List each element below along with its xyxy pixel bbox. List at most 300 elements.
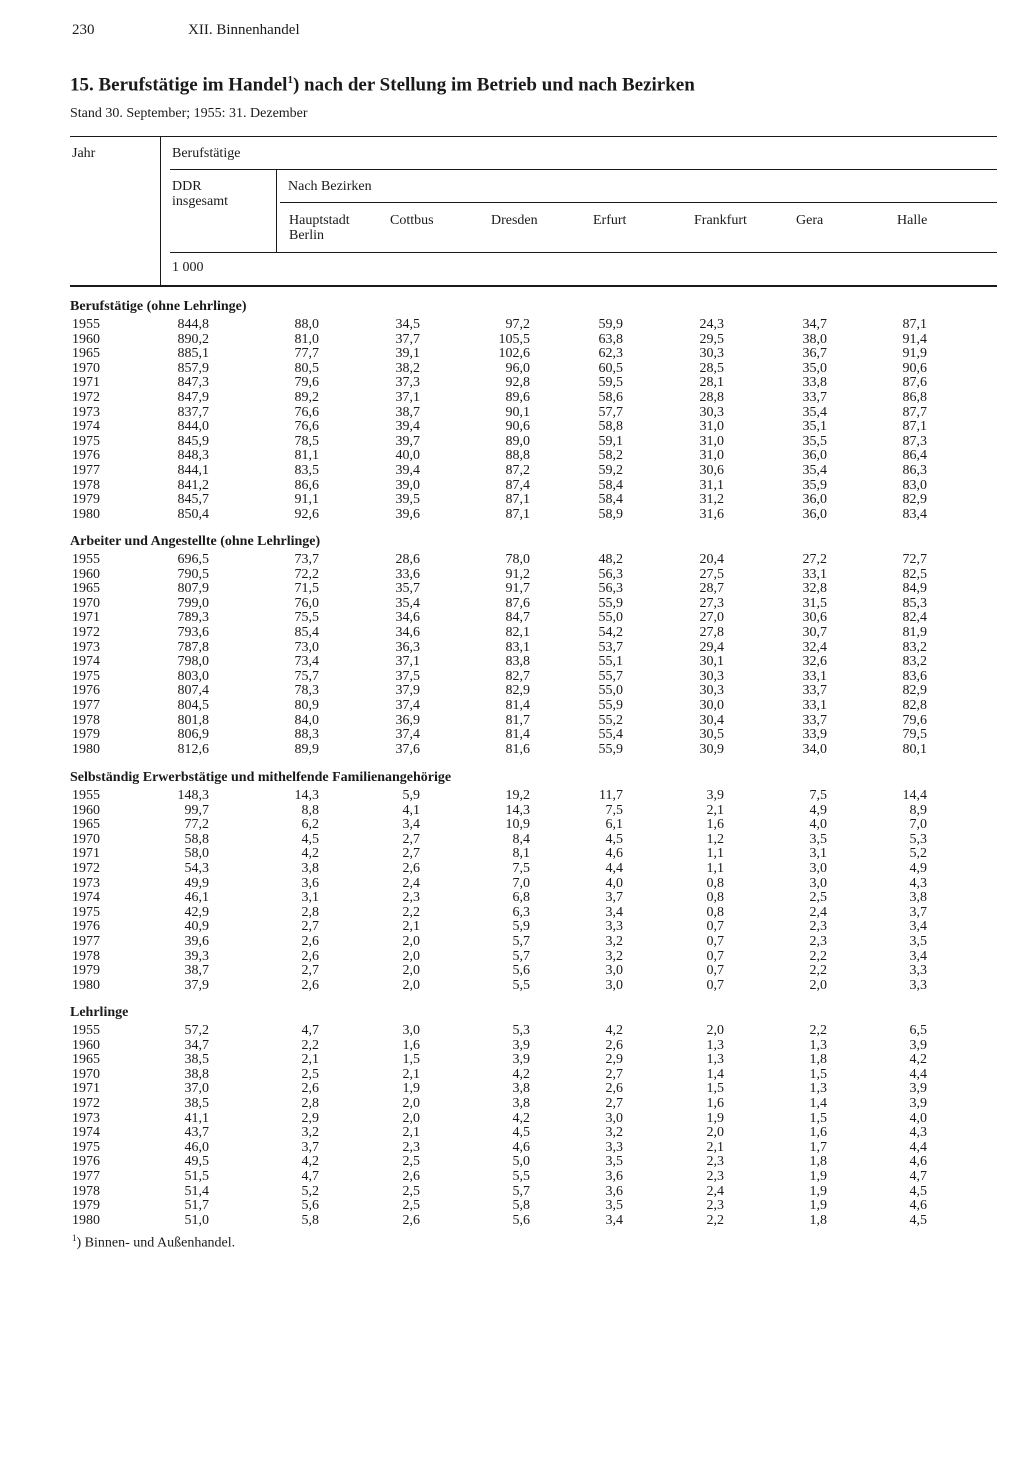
value-cell: 31,0 [699, 419, 724, 435]
table-row [0, 362, 1024, 377]
value-cell: 28,7 [699, 581, 724, 597]
value-cell: 32,6 [802, 654, 827, 670]
value-cell: 36,0 [802, 506, 827, 522]
col-header-halle: Halle [897, 213, 928, 228]
value-cell: 37,6 [395, 741, 420, 757]
value-cell: 1,4 [706, 1066, 724, 1082]
table-row [0, 979, 1024, 994]
value-cell: 4,4 [605, 861, 623, 876]
value-cell: 5,5 [512, 977, 530, 993]
value-cell: 3,5 [809, 831, 827, 847]
value-cell: 55,7 [598, 668, 623, 684]
value-cell: 4,2 [512, 1110, 530, 1126]
table-row [0, 1141, 1024, 1156]
year-cell: 1955 [72, 1023, 100, 1038]
value-cell: 787,8 [177, 639, 209, 655]
value-cell: 2,0 [402, 1110, 420, 1126]
value-cell: 57,2 [184, 1023, 209, 1038]
value-cell: 1,6 [402, 1037, 420, 1053]
value-cell: 54,3 [184, 861, 209, 876]
value-cell: 6,1 [605, 817, 623, 833]
value-cell: 2,0 [706, 1125, 724, 1141]
year-cell: 1971 [72, 375, 100, 391]
value-cell: 92,6 [294, 506, 319, 522]
chapter-title: XII. Binnenhandel [188, 22, 300, 38]
value-cell: 799,0 [177, 595, 209, 611]
value-cell: 3,1 [301, 890, 319, 906]
value-cell: 5,7 [512, 934, 530, 949]
value-cell: 34,6 [395, 625, 420, 640]
value-cell: 4,9 [909, 861, 927, 876]
value-cell: 2,3 [402, 890, 420, 906]
value-cell: 37,7 [395, 331, 420, 347]
value-cell: 2,0 [706, 1023, 724, 1038]
value-cell: 40,9 [184, 919, 209, 935]
value-cell: 89,0 [505, 433, 530, 449]
value-cell: 807,9 [177, 581, 209, 597]
year-cell: 1972 [72, 861, 100, 876]
value-cell: 80,1 [902, 741, 927, 757]
value-cell: 3,7 [605, 890, 623, 906]
value-cell: 78,5 [294, 433, 319, 449]
value-cell: 847,9 [177, 390, 209, 405]
col-header-jahr: Jahr [72, 146, 96, 161]
value-cell: 43,7 [184, 1125, 209, 1141]
value-cell: 85,4 [294, 625, 319, 640]
value-cell: 49,5 [184, 1154, 209, 1170]
year-cell: 1970 [72, 595, 100, 611]
year-cell: 1955 [72, 788, 100, 803]
value-cell: 81,9 [902, 625, 927, 640]
value-cell: 30,3 [699, 683, 724, 699]
value-cell: 845,9 [177, 433, 209, 449]
value-cell: 59,2 [598, 463, 623, 478]
value-cell: 39,4 [395, 463, 420, 478]
year-cell: 1975 [72, 1139, 100, 1155]
value-cell: 76,6 [294, 404, 319, 420]
value-cell: 33,1 [802, 698, 827, 713]
value-cell: 36,7 [802, 346, 827, 362]
value-cell: 2,5 [402, 1183, 420, 1199]
table-number: 15. [70, 74, 94, 96]
value-cell: 33,8 [802, 375, 827, 391]
value-cell: 96,0 [505, 360, 530, 376]
value-cell: 1,5 [809, 1110, 827, 1126]
value-cell: 2,1 [301, 1052, 319, 1068]
value-cell: 55,9 [598, 698, 623, 713]
value-cell: 46,0 [184, 1139, 209, 1155]
value-cell: 59,1 [598, 433, 623, 449]
value-cell: 27,5 [699, 566, 724, 582]
value-cell: 3,4 [605, 1212, 623, 1228]
value-cell: 37,1 [395, 390, 420, 405]
value-cell: 793,6 [177, 625, 209, 640]
value-cell: 2,3 [706, 1169, 724, 1184]
section-title: Lehrlinge [70, 1005, 129, 1020]
value-cell: 3,2 [605, 948, 623, 964]
table-title-text: Berufstätige im Handel [98, 74, 288, 96]
value-cell: 4,1 [402, 802, 420, 818]
value-cell: 850,4 [177, 506, 209, 522]
table-row [0, 743, 1024, 758]
value-cell: 34,5 [395, 317, 420, 332]
value-cell: 1,1 [706, 846, 724, 862]
value-cell: 2,0 [402, 948, 420, 964]
value-cell: 6,8 [512, 890, 530, 906]
value-cell: 33,9 [802, 727, 827, 743]
value-cell: 33,1 [802, 566, 827, 582]
table-row [0, 847, 1024, 862]
value-cell: 1,6 [706, 1096, 724, 1111]
value-cell: 3,9 [512, 1037, 530, 1053]
value-cell: 87,3 [902, 433, 927, 449]
value-cell: 91,2 [505, 566, 530, 582]
col-header-frankfurt: Frankfurt [694, 213, 747, 228]
table-row [0, 833, 1024, 848]
value-cell: 46,1 [184, 890, 209, 906]
value-cell: 3,9 [512, 1052, 530, 1068]
value-cell: 77,2 [184, 817, 209, 833]
value-cell: 1,9 [809, 1183, 827, 1199]
value-cell: 39,3 [184, 948, 209, 964]
value-cell: 4,2 [301, 846, 319, 862]
table-row [0, 479, 1024, 494]
value-cell: 34,7 [184, 1037, 209, 1053]
year-cell: 1972 [72, 390, 100, 405]
value-cell: 2,1 [402, 1125, 420, 1141]
table-row [0, 1068, 1024, 1083]
table-row [0, 1097, 1024, 1112]
value-cell: 32,4 [802, 639, 827, 655]
table-row [0, 818, 1024, 833]
value-cell: 33,7 [802, 712, 827, 728]
value-cell: 83,2 [902, 654, 927, 670]
value-cell: 3,6 [301, 875, 319, 891]
year-cell: 1972 [72, 1096, 100, 1111]
value-cell: 30,6 [699, 463, 724, 478]
value-cell: 36,0 [802, 448, 827, 464]
value-cell: 33,6 [395, 566, 420, 582]
value-cell: 79,6 [294, 375, 319, 391]
table-row [0, 449, 1024, 464]
value-cell: 28,8 [699, 390, 724, 405]
value-cell: 38,5 [184, 1052, 209, 1068]
year-cell: 1974 [72, 890, 100, 906]
value-cell: 4,6 [605, 846, 623, 862]
value-cell: 83,4 [902, 506, 927, 522]
value-cell: 4,7 [301, 1023, 319, 1038]
value-cell: 39,7 [395, 433, 420, 449]
value-cell: 5,6 [301, 1198, 319, 1214]
col-header-ddr [172, 179, 228, 209]
value-cell: 38,5 [184, 1096, 209, 1111]
table-row [0, 1112, 1024, 1127]
value-cell: 1,3 [809, 1037, 827, 1053]
value-cell: 4,4 [909, 1066, 927, 1082]
value-cell: 92,8 [505, 375, 530, 391]
value-cell: 1,7 [809, 1139, 827, 1155]
year-cell: 1977 [72, 698, 100, 713]
value-cell: 86,4 [902, 448, 927, 464]
year-cell: 1978 [72, 948, 100, 964]
value-cell: 88,3 [294, 727, 319, 743]
value-cell: 5,3 [909, 831, 927, 847]
value-cell: 37,0 [184, 1081, 209, 1097]
value-cell: 844,8 [177, 317, 209, 332]
table-row [0, 391, 1024, 406]
table-row [0, 641, 1024, 656]
value-cell: 5,8 [301, 1212, 319, 1228]
value-cell: 32,8 [802, 581, 827, 597]
value-cell: 3,4 [909, 948, 927, 964]
value-cell: 3,9 [909, 1081, 927, 1097]
value-cell: 5,6 [512, 963, 530, 979]
value-cell: 37,9 [395, 683, 420, 699]
table-row [0, 1199, 1024, 1214]
value-cell: 14,3 [294, 788, 319, 803]
value-cell: 14,3 [505, 802, 530, 818]
value-cell: 71,5 [294, 581, 319, 597]
value-cell: 0,7 [706, 963, 724, 979]
value-cell: 837,7 [177, 404, 209, 420]
table-row [0, 1155, 1024, 1170]
value-cell: 1,4 [809, 1096, 827, 1111]
value-cell: 0,8 [706, 904, 724, 920]
value-cell: 4,2 [605, 1023, 623, 1038]
value-cell: 19,2 [505, 788, 530, 803]
value-cell: 40,0 [395, 448, 420, 464]
value-cell: 59,9 [598, 317, 623, 332]
value-cell: 5,7 [512, 948, 530, 964]
year-cell: 1979 [72, 1198, 100, 1214]
value-cell: 31,0 [699, 433, 724, 449]
value-cell: 4,3 [909, 1125, 927, 1141]
value-cell: 5,7 [512, 1183, 530, 1199]
value-cell: 55,0 [598, 610, 623, 626]
table-row [0, 347, 1024, 362]
value-cell: 3,3 [909, 963, 927, 979]
value-cell: 0,7 [706, 948, 724, 964]
col-header-erfurt: Erfurt [593, 213, 627, 228]
value-cell: 35,7 [395, 581, 420, 597]
year-cell: 1980 [72, 977, 100, 993]
value-cell: 3,9 [706, 788, 724, 803]
value-cell: 3,6 [605, 1169, 623, 1184]
value-cell: 3,7 [301, 1139, 319, 1155]
value-cell: 27,0 [699, 610, 724, 626]
value-cell: 86,3 [902, 463, 927, 478]
value-cell: 37,4 [395, 727, 420, 743]
year-cell: 1980 [72, 506, 100, 522]
value-cell: 30,3 [699, 346, 724, 362]
year-cell: 1976 [72, 919, 100, 935]
value-cell: 35,4 [802, 463, 827, 478]
col-header-cottbus: Cottbus [390, 213, 434, 228]
year-cell: 1971 [72, 610, 100, 626]
value-cell: 77,7 [294, 346, 319, 362]
value-cell: 83,2 [902, 639, 927, 655]
value-cell: 3,2 [605, 1125, 623, 1141]
value-cell: 57,7 [598, 404, 623, 420]
value-cell: 58,6 [598, 390, 623, 405]
year-cell: 1974 [72, 654, 100, 670]
value-cell: 38,2 [395, 360, 420, 376]
value-cell: 31,1 [699, 477, 724, 493]
year-cell: 1979 [72, 727, 100, 743]
value-cell: 27,8 [699, 625, 724, 640]
value-cell: 80,9 [294, 698, 319, 713]
value-cell: 3,0 [605, 977, 623, 993]
table-row [0, 1185, 1024, 1200]
value-cell: 845,7 [177, 492, 209, 508]
value-cell: 80,5 [294, 360, 319, 376]
value-cell: 63,8 [598, 331, 623, 347]
value-cell: 6,5 [909, 1023, 927, 1038]
value-cell: 86,6 [294, 477, 319, 493]
value-cell: 35,0 [802, 360, 827, 376]
value-cell: 87,6 [505, 595, 530, 611]
table-title [70, 74, 695, 96]
value-cell: 3,0 [809, 861, 827, 876]
value-cell: 48,2 [598, 552, 623, 567]
table-row [0, 891, 1024, 906]
value-cell: 37,5 [395, 668, 420, 684]
col-header-nach-bezirken: Nach Bezirken [288, 179, 372, 194]
year-cell: 1979 [72, 963, 100, 979]
value-cell: 5,8 [512, 1198, 530, 1214]
value-cell: 28,1 [699, 375, 724, 391]
value-cell: 36,9 [395, 712, 420, 728]
value-cell: 2,0 [809, 977, 827, 993]
value-cell: 1,9 [402, 1081, 420, 1097]
year-cell: 1978 [72, 712, 100, 728]
value-cell: 78,0 [505, 552, 530, 567]
value-cell: 2,2 [301, 1037, 319, 1053]
value-cell: 7,0 [909, 817, 927, 833]
value-cell: 5,2 [301, 1183, 319, 1199]
value-cell: 2,8 [301, 904, 319, 920]
value-cell: 83,1 [505, 639, 530, 655]
value-cell: 33,1 [802, 668, 827, 684]
value-cell: 798,0 [177, 654, 209, 670]
value-cell: 790,5 [177, 566, 209, 582]
value-cell: 38,7 [395, 404, 420, 420]
value-cell: 87,6 [902, 375, 927, 391]
value-cell: 2,1 [706, 802, 724, 818]
year-cell: 1970 [72, 831, 100, 847]
value-cell: 89,6 [505, 390, 530, 405]
year-cell: 1977 [72, 934, 100, 949]
value-cell: 58,8 [598, 419, 623, 435]
value-cell: 2,6 [301, 977, 319, 993]
value-cell: 807,4 [177, 683, 209, 699]
table-row [0, 906, 1024, 921]
value-cell: 72,7 [902, 552, 927, 567]
value-cell: 4,0 [809, 817, 827, 833]
header-vrule-2 [276, 169, 277, 253]
header-rule-berufstaetige [170, 169, 997, 170]
col-header-ddr-line2: insgesamt [172, 194, 228, 209]
value-cell: 1,9 [706, 1110, 724, 1126]
table-subtitle: Stand 30. September; 1955: 31. Dezember [70, 106, 308, 121]
value-cell: 81,0 [294, 331, 319, 347]
year-cell: 1975 [72, 904, 100, 920]
value-cell: 39,6 [395, 506, 420, 522]
value-cell: 2,5 [809, 890, 827, 906]
value-cell: 4,5 [512, 1125, 530, 1141]
year-cell: 1971 [72, 846, 100, 862]
year-cell: 1977 [72, 463, 100, 478]
value-cell: 3,5 [605, 1154, 623, 1170]
value-cell: 87,1 [902, 317, 927, 332]
value-cell: 87,1 [505, 492, 530, 508]
value-cell: 2,4 [706, 1183, 724, 1199]
table-row [0, 655, 1024, 670]
col-header-gera: Gera [796, 213, 824, 228]
value-cell: 3,6 [605, 1183, 623, 1199]
value-cell: 81,1 [294, 448, 319, 464]
footnote-mark: 1 [72, 1233, 77, 1243]
value-cell: 85,3 [902, 595, 927, 611]
value-cell: 890,2 [177, 331, 209, 347]
value-cell: 31,2 [699, 492, 724, 508]
value-cell: 2,5 [301, 1066, 319, 1082]
value-cell: 4,0 [605, 875, 623, 891]
value-cell: 30,1 [699, 654, 724, 670]
value-cell: 4,5 [909, 1212, 927, 1228]
value-cell: 841,2 [177, 477, 209, 493]
value-cell: 58,8 [184, 831, 209, 847]
value-cell: 55,4 [598, 727, 623, 743]
table-row [0, 684, 1024, 699]
table-row [0, 670, 1024, 685]
table-row [0, 582, 1024, 597]
value-cell: 5,6 [512, 1212, 530, 1228]
value-cell: 2,1 [402, 919, 420, 935]
value-cell: 34,7 [802, 317, 827, 332]
year-cell: 1976 [72, 1154, 100, 1170]
value-cell: 56,3 [598, 566, 623, 582]
value-cell: 4,6 [512, 1139, 530, 1155]
value-cell: 0,8 [706, 890, 724, 906]
value-cell: 38,7 [184, 963, 209, 979]
value-cell: 2,3 [706, 1198, 724, 1214]
value-cell: 34,6 [395, 610, 420, 626]
table-row [0, 728, 1024, 743]
value-cell: 0,7 [706, 919, 724, 935]
value-cell: 84,7 [505, 610, 530, 626]
value-cell: 14,4 [902, 788, 927, 803]
value-cell: 54,2 [598, 625, 623, 640]
value-cell: 3,3 [605, 919, 623, 935]
value-cell: 3,5 [909, 934, 927, 949]
year-cell: 1978 [72, 1183, 100, 1199]
page-number: 230 [72, 22, 95, 38]
year-cell: 1971 [72, 1081, 100, 1097]
value-cell: 51,5 [184, 1169, 209, 1184]
value-cell: 99,7 [184, 802, 209, 818]
value-cell: 6,3 [512, 904, 530, 920]
value-cell: 27,2 [802, 552, 827, 567]
value-cell: 801,8 [177, 712, 209, 728]
value-cell: 3,7 [909, 904, 927, 920]
value-cell: 55,0 [598, 683, 623, 699]
value-cell: 75,7 [294, 668, 319, 684]
section-title: Berufstätige (ohne Lehrlinge) [70, 299, 247, 314]
value-cell: 56,3 [598, 581, 623, 597]
value-cell: 1,6 [809, 1125, 827, 1141]
year-cell: 1965 [72, 817, 100, 833]
